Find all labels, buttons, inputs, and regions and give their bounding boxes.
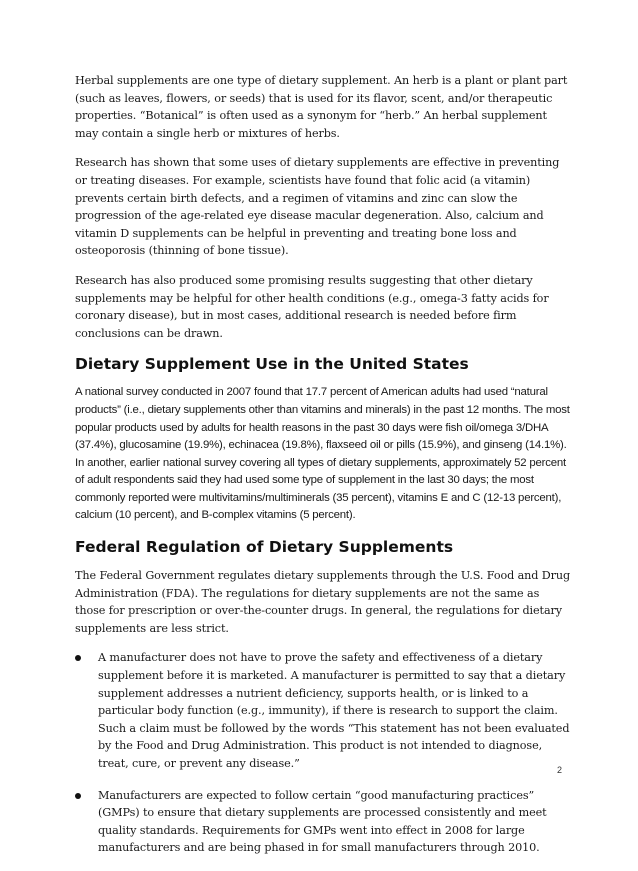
paragraph-research-promising: Research has also produced some promising results suggesting that other dietary supplements may be helpful for other health conditions (e.g., omega-3 fatty acids for coronary disease), but in most cases, additional research is needed before firm conclusions can be drawn. [75, 273, 549, 340]
list-item [75, 787, 571, 857]
list-item [75, 649, 571, 772]
paragraph-herbal-supplements: Herbal supplements are one type of dietary supplement. An herb is a plant or plant part (such as leaves, flowers, or seeds) that is used for its flavor, scent, and/or therapeutic properties. “Botanical” is often used as a synonym for “herb.” An herbal supplement may contain a single herb or mixtures of herbs. [75, 74, 568, 140]
heading-supplement-use: Dietary Supplement Use in the United States [75, 355, 469, 374]
paragraph-national-survey: A national survey conducted in 2007 found that 17.7 percent of American adults had used “natural products” (i.e., dietary supplements other than vitamins and minerals) in the past 12 months. The most popular products used by adults for health reasons in the past 30 days were fish oil/omega 3/DHA (37.4%), glucosamine (19.9%), echinacea (19.8%), flaxseed oil or pills (15.9%), and ginseng (14.1%). In another, earlier national survey covering all types of dietary supplements, approximately 52 percent of adult respondents said they had used some type of supplement in the last 30 days; the most commonly reported were multivitamins/multiminerals (35 percent), vitamins E and C (12-13 percent), calcium (10 percent), and B-complex vitamins (5 percent). [75, 386, 570, 522]
heading-federal-regulation: Federal Regulation of Dietary Supplements [75, 538, 454, 557]
bullet-text-gmp: Manufacturers are expected to follow certain “good manufacturing practices” (GMPs) to ensure that dietary supplements are processed consistently and meet quality standards. Requirements for GMPs went into effect in 2008 for large manufacturers and are being phased in for small manufacturers through 2010. [98, 788, 547, 855]
paragraph-fda-regulation: The Federal Government regulates dietary supplements through the U.S. Food and Drug Administration (FDA). The regulations for dietary supplements are not the same as those for prescription or over-the-counter drugs. In general, the regulations for dietary supplements are less strict. [75, 569, 571, 635]
bullet-icon [75, 655, 81, 661]
paragraph-research-effective: Research has shown that some uses of dietary supplements are effective in preventing or treating diseases. For example, scientists have found that folic acid (a vitamin) prevents certain birth defects, and a regimen of vitamins and zinc can slow the progression of the age-related eye disease macular degeneration. Also, calcium and vitamin D supplements can be helpful in preventing and treating bone loss and osteoporosis (thinning of bone tissue). [75, 156, 560, 258]
page-number: 2 [557, 765, 563, 775]
bullet-text-manufacturer-proof: A manufacturer does not have to prove the safety and effectiveness of a dietary supplement before it is marketed. A manufacturer is permitted to say that a dietary supplement addresses a nutrient deficiency, supports health, or is linked to a particular body function (e.g., immunity), if there is research to support the claim. Such a claim must be followed by the words “This statement has not been evaluated by the Food and Drug Administration. This product is not intended to diagnose, treat, cure, or prevent any disease.” [98, 651, 570, 770]
bullet-icon [75, 793, 81, 799]
document-page [75, 72, 571, 871]
